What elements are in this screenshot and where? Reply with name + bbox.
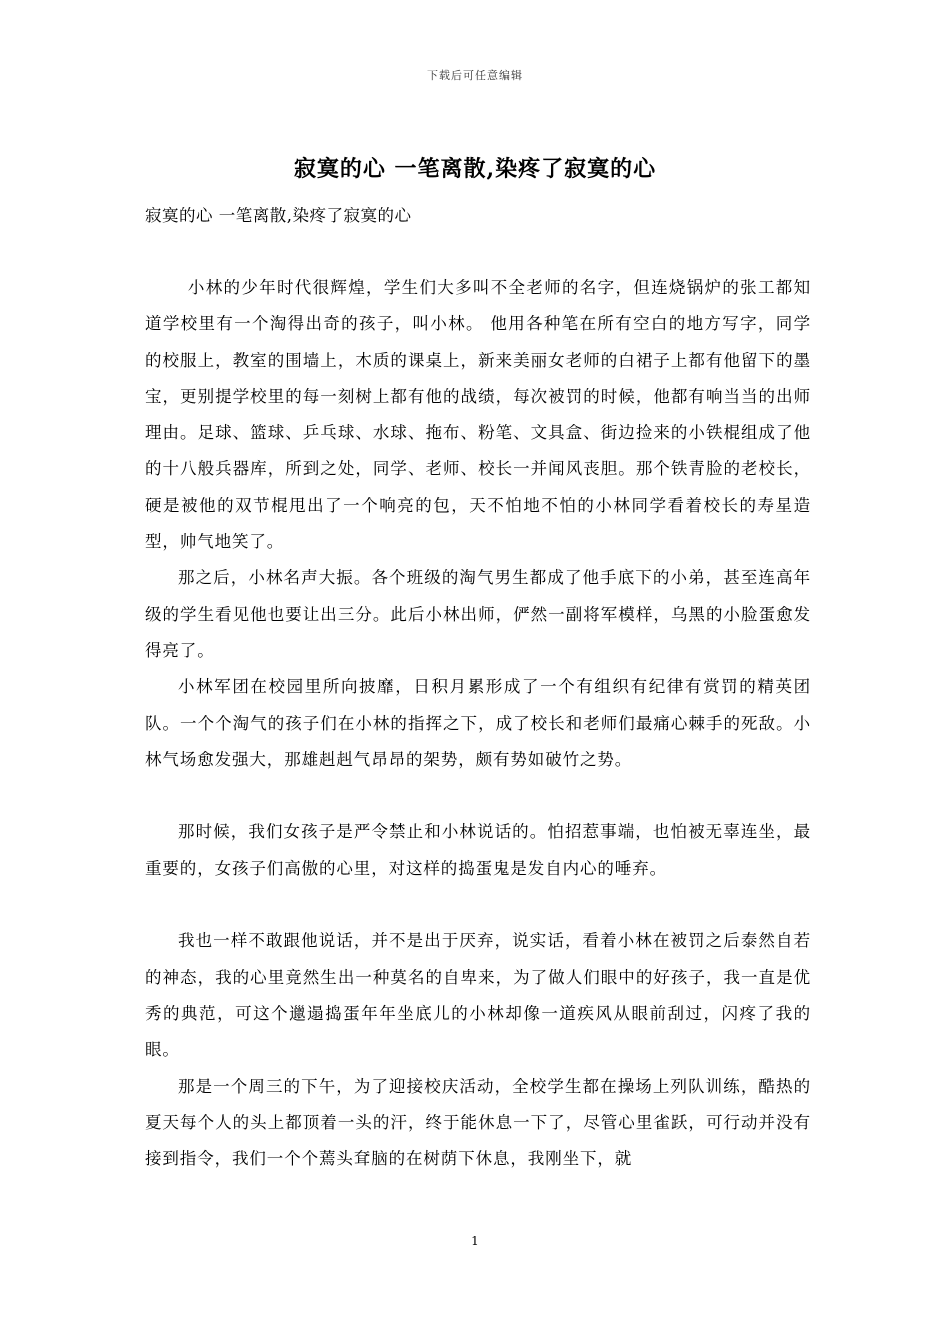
document-title: 寂寞的心 一笔离散,染疼了寂寞的心 bbox=[293, 156, 657, 182]
paragraph: 那时候，我们女孩子是严令禁止和小林说话的。怕招惹事端，也怕被无辜连坐，最重要的，女孩子们高傲的心里，对这样的捣蛋鬼是发自内心的唾弃。 bbox=[145, 822, 811, 878]
page-number: 1 bbox=[471, 1234, 479, 1248]
paragraph: 我也一样不敢跟他说话，并不是出于厌弃，说实话，看着小林在被罚之后泰然自若的神态，我的心里竟然生出一种莫名的自卑来，为了做人们眼中的好孩子，我一直是优秀的典范，可这个邋遢捣蛋年年坐底儿的小林却像一道疾风从眼前刮过，闪疼了我的眼。 bbox=[145, 931, 811, 1060]
paragraph: 那是一个周三的下午，为了迎接校庆活动，全校学生都在操场上列队训练，酷热的夏天每个人的头上都顶着一头的汗，终于能休息一下了，尽管心里雀跃，可行动并没有接到指令，我们一个个蔫头耷脑的在树荫下休息，我刚坐下，就 bbox=[145, 1076, 811, 1169]
paragraph: 小林的少年时代很辉煌，学生们大多叫不全老师的名字，但连烧锅炉的张工都知道学校里有一个淘得出奇的孩子，叫小林。 他用各种笔在所有空白的地方写字，同学的校服上，教室的围墙上，木质的课桌上，新来美丽女老师的白裙子上都有他留下的墨宝，更别提学校里的每一刻树上都有他的战绩，每次被罚的时候，他都有响当当的出师理由。足球、篮球、乒乓球、水球、拖布、粉笔、文具盒、街边捡来的小铁棍组成了他的十八般兵器库，所到之处，同学、老师、校长一并闻风丧胆。那个铁青脸的老校长，硬是被他的双节棍甩出了一个响亮的包，天不怕地不怕的小林同学看着校长的寿星造型，帅气地笑了。 bbox=[145, 278, 811, 552]
page-header-note: 下载后可任意编辑 bbox=[427, 69, 523, 82]
document-body bbox=[145, 270, 811, 1177]
paragraph: 小林军团在校园里所向披靡，日积月累形成了一个有组织有纪律有赏罚的精英团队。一个个淘气的孩子们在小林的指挥之下，成了校长和老师们最痛心棘手的死敌。小林气场愈发强大，那雄赳赳气昂昂的架势，颇有势如破竹之势。 bbox=[145, 677, 811, 769]
paragraph-gap bbox=[145, 887, 811, 923]
document-subtitle: 寂寞的心 一笔离散,染疼了寂寞的心 bbox=[145, 206, 412, 225]
paragraph: 那之后，小林名声大振。各个班级的淘气男生都成了他手底下的小弟，甚至连高年级的学生看见他也要让出三分。此后小林出师，俨然一副将军模样，乌黑的小脸蛋愈发得亮了。 bbox=[145, 568, 811, 660]
paragraph-gap bbox=[145, 778, 811, 814]
